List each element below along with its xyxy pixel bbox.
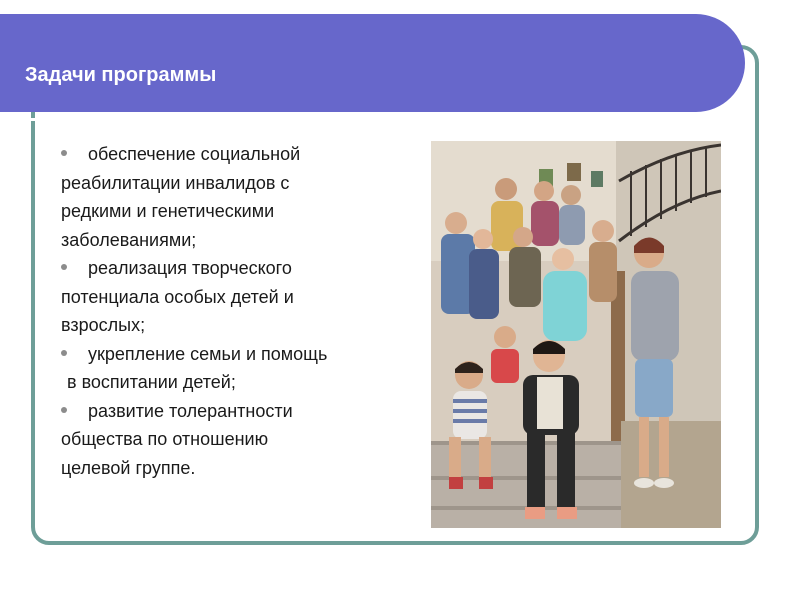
title-bar (0, 14, 745, 112)
list-item (61, 254, 411, 340)
list-item-text: укрепление семьи и помощь (88, 343, 328, 364)
list-item-text: реализация творческого (88, 258, 292, 278)
bullet-icon (61, 407, 67, 413)
list-item-text: взрослых; (61, 315, 146, 335)
bullet-icon (61, 350, 67, 356)
list-item (61, 397, 411, 483)
list-item (61, 340, 411, 397)
list-item-text: потенциала особых детей и (61, 286, 294, 307)
list-item-text: общества по отношению (61, 429, 269, 449)
list-item-text: развитие толерантности (88, 400, 293, 421)
list-item-text: целевой группе. (61, 457, 196, 478)
task-list (61, 140, 411, 482)
group-photo (431, 141, 721, 528)
list-item-text: в воспитании детей; (67, 372, 236, 392)
group-photo-image (431, 141, 721, 528)
title-underline (0, 118, 708, 121)
list-item (61, 140, 411, 254)
list-item-text: редкими и генетическими (61, 201, 275, 221)
bullet-icon (61, 264, 67, 270)
page-title: Задачи программы (25, 64, 217, 86)
list-item-text: реабилитации инвалидов с (61, 172, 290, 193)
list-item-text: заболеваниями; (61, 229, 197, 250)
list-item-text: обеспечение социальной (88, 144, 301, 164)
bullet-icon (61, 150, 67, 156)
